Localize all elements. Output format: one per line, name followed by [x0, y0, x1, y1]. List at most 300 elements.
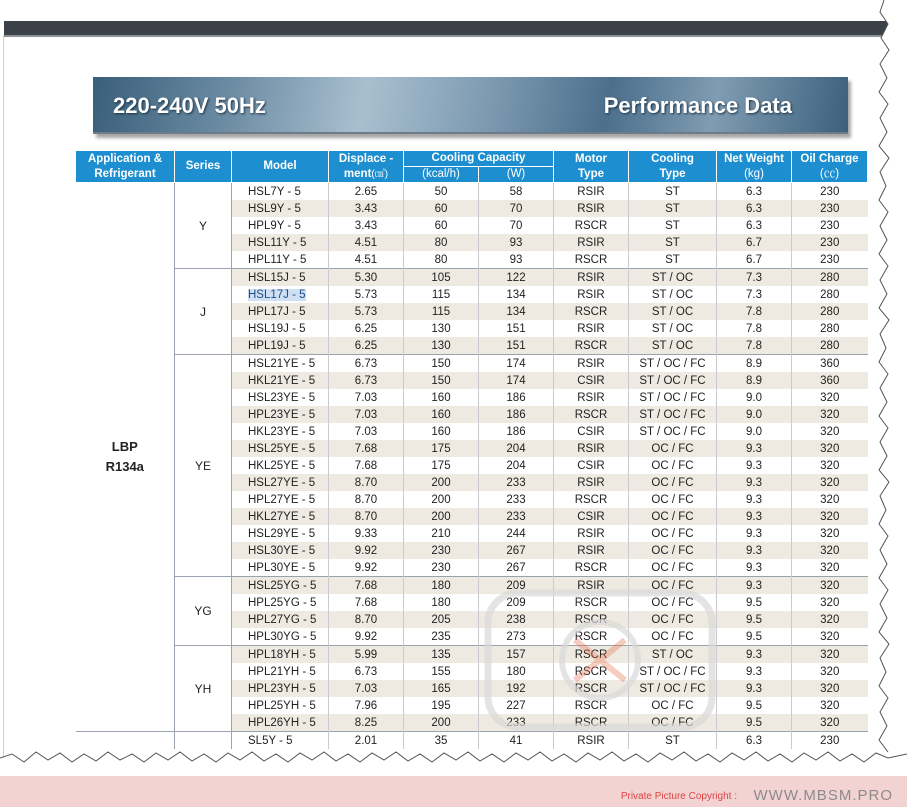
model-cell	[232, 680, 329, 697]
net-weight-cell: 7.8	[717, 337, 792, 355]
net-weight-cell: 7.8	[717, 320, 792, 337]
displacement-cell: 6.73	[329, 372, 404, 389]
net-weight-cell: 7.3	[717, 286, 792, 303]
oil-charge-cell: 320	[792, 577, 868, 595]
oil-charge-cell: 230	[792, 183, 868, 201]
oil-charge-cell: 320	[792, 525, 868, 542]
watt-cell: 204	[479, 440, 554, 457]
displacement-cell: 7.03	[329, 423, 404, 440]
model-cell	[232, 714, 329, 732]
oil-charge-cell: 230	[792, 200, 868, 217]
cooling-type-cell: ST	[629, 200, 717, 217]
kcal-cell: 195	[404, 697, 479, 714]
motor-type-cell: RSCR	[554, 491, 629, 508]
displacement-cell: 7.68	[329, 594, 404, 611]
oil-charge-cell: 320	[792, 663, 868, 680]
model-cell	[232, 474, 329, 491]
oil-charge-cell: 280	[792, 303, 868, 320]
header-watt: (W)	[479, 167, 554, 183]
model-cell	[232, 423, 329, 440]
displacement-cell: 7.03	[329, 680, 404, 697]
refrigerant-name: R134a	[105, 459, 144, 474]
kcal-cell: 60	[404, 217, 479, 234]
header-displacement-line2: ment	[343, 167, 372, 180]
model-name: HPL25YH - 5	[248, 699, 316, 712]
net-weight-cell: 9.3	[717, 680, 792, 697]
net-weight-cell: 9.5	[717, 714, 792, 732]
kcal-cell: 200	[404, 714, 479, 732]
displacement-cell: 9.92	[329, 542, 404, 559]
displacement-cell: 8.70	[329, 491, 404, 508]
motor-type-cell: RSCR	[554, 697, 629, 714]
model-name: HPL21YH - 5	[248, 665, 316, 678]
copyright-site: WWW.MBSM.PRO	[753, 787, 893, 804]
header-application-line2: Refrigerant	[94, 167, 156, 180]
oil-charge-cell: 230	[792, 234, 868, 251]
net-weight-cell: 9.0	[717, 406, 792, 423]
cooling-type-cell: OC / FC	[629, 440, 717, 457]
net-weight-cell: 9.5	[717, 697, 792, 714]
net-weight-cell: 9.3	[717, 525, 792, 542]
motor-type-cell: RSIR	[554, 542, 629, 559]
motor-type-cell: RSIR	[554, 474, 629, 491]
oil-charge-cell: 320	[792, 628, 868, 646]
cooling-type-cell: OC / FC	[629, 594, 717, 611]
motor-type-cell: RSCR	[554, 646, 629, 664]
model-cell	[232, 457, 329, 474]
cooling-type-cell: ST / OC	[629, 337, 717, 355]
watt-cell: 186	[479, 406, 554, 423]
displacement-cell: 5.73	[329, 303, 404, 320]
motor-type-cell: CSIR	[554, 457, 629, 474]
kcal-cell: 200	[404, 491, 479, 508]
displacement-cell: 6.73	[329, 355, 404, 373]
kcal-cell: 105	[404, 269, 479, 287]
displacement-cell: 3.43	[329, 200, 404, 217]
oil-charge-cell: 320	[792, 680, 868, 697]
model-cell	[232, 542, 329, 559]
model-cell	[232, 200, 329, 217]
watt-cell: 157	[479, 646, 554, 664]
cooling-type-cell: ST / OC	[629, 286, 717, 303]
net-weight-cell: 8.9	[717, 372, 792, 389]
cooling-type-cell: OC / FC	[629, 457, 717, 474]
oil-charge-cell: 360	[792, 355, 868, 373]
title-banner	[93, 77, 848, 134]
cooling-type-cell: ST	[629, 732, 717, 750]
motor-type-cell: RSIR	[554, 183, 629, 201]
kcal-cell: 35	[404, 732, 479, 750]
kcal-cell: 230	[404, 559, 479, 577]
displacement-cell: 6.25	[329, 320, 404, 337]
model-cell	[232, 491, 329, 508]
kcal-cell: 155	[404, 663, 479, 680]
oil-charge-cell: 230	[792, 217, 868, 234]
header-motor-line2: Type	[578, 167, 604, 180]
model-name: HSL30YE - 5	[248, 544, 316, 557]
net-weight-cell: 8.9	[717, 355, 792, 373]
application-name: LBP	[111, 439, 138, 454]
motor-type-cell: RSCR	[554, 714, 629, 732]
series-cell: J	[175, 269, 232, 355]
motor-type-cell: RSCR	[554, 559, 629, 577]
model-name: HPL11Y - 5	[248, 253, 307, 266]
oil-charge-cell: 320	[792, 542, 868, 559]
watt-cell: 180	[479, 663, 554, 680]
cooling-type-cell: OC / FC	[629, 697, 717, 714]
motor-type-cell: RSCR	[554, 611, 629, 628]
watt-cell: 209	[479, 577, 554, 595]
displacement-cell: 7.03	[329, 389, 404, 406]
model-name: HSL15J - 5	[248, 271, 306, 284]
header-model: Model	[232, 151, 329, 183]
model-cell	[232, 577, 329, 595]
header-cooling-capacity: Cooling Capacity	[404, 151, 554, 167]
cooling-type-cell: ST	[629, 234, 717, 251]
document-top-bar-edge	[4, 35, 892, 37]
net-weight-cell: 9.3	[717, 474, 792, 491]
net-weight-cell: 6.3	[717, 732, 792, 750]
motor-type-cell: RSIR	[554, 269, 629, 287]
header-oil-charge-unit: (㏄)	[819, 167, 840, 180]
watt-cell: 122	[479, 269, 554, 287]
series-cell: YG	[175, 577, 232, 646]
cooling-type-cell: ST / OC / FC	[629, 680, 717, 697]
cooling-type-cell: OC / FC	[629, 577, 717, 595]
kcal-cell: 130	[404, 337, 479, 355]
kcal-cell: 175	[404, 457, 479, 474]
model-name: HPL26YH - 5	[248, 716, 316, 729]
displacement-cell: 7.68	[329, 457, 404, 474]
cooling-type-cell: ST / OC	[629, 646, 717, 664]
net-weight-cell: 9.5	[717, 594, 792, 611]
oil-charge-cell: 320	[792, 611, 868, 628]
net-weight-cell: 9.0	[717, 389, 792, 406]
model-cell	[232, 508, 329, 525]
model-name: HSL29YE - 5	[248, 527, 316, 540]
model-cell	[232, 372, 329, 389]
watt-cell: 204	[479, 457, 554, 474]
oil-charge-cell: 230	[792, 732, 868, 750]
oil-charge-cell: 280	[792, 337, 868, 355]
cooling-type-cell: ST	[629, 217, 717, 234]
cooling-type-cell: ST	[629, 183, 717, 201]
watt-cell: 192	[479, 680, 554, 697]
table-header	[76, 151, 868, 183]
net-weight-cell: 9.3	[717, 559, 792, 577]
cooling-type-cell: ST / OC / FC	[629, 663, 717, 680]
kcal-cell: 180	[404, 577, 479, 595]
header-cooling-type-line2: Type	[659, 167, 686, 180]
oil-charge-cell: 320	[792, 474, 868, 491]
motor-type-cell: RSCR	[554, 406, 629, 423]
oil-charge-cell: 320	[792, 714, 868, 732]
kcal-cell: 200	[404, 508, 479, 525]
oil-charge-cell: 230	[792, 251, 868, 269]
model-name: HSL25YE - 5	[248, 442, 316, 455]
model-name: HPL30YE - 5	[248, 561, 316, 574]
cooling-type-cell: OC / FC	[629, 525, 717, 542]
watt-cell: 233	[479, 508, 554, 525]
displacement-cell: 4.51	[329, 251, 404, 269]
kcal-cell: 150	[404, 372, 479, 389]
oil-charge-cell: 320	[792, 697, 868, 714]
watt-cell: 93	[479, 234, 554, 251]
oil-charge-cell: 320	[792, 440, 868, 457]
model-name: HPL27YE - 5	[248, 493, 316, 506]
displacement-cell: 2.01	[329, 732, 404, 750]
copyright-footer	[0, 776, 907, 807]
watt-cell: 41	[479, 732, 554, 750]
displacement-cell: 5.30	[329, 269, 404, 287]
displacement-cell: 7.68	[329, 440, 404, 457]
model-cell	[232, 320, 329, 337]
header-kcal: (kcal/h)	[404, 167, 479, 183]
kcal-cell: 50	[404, 183, 479, 201]
oil-charge-cell: 320	[792, 508, 868, 525]
net-weight-cell: 9.3	[717, 663, 792, 680]
cooling-type-cell: ST / OC / FC	[629, 355, 717, 373]
watt-cell: 186	[479, 389, 554, 406]
net-weight-cell: 9.3	[717, 646, 792, 664]
oil-charge-cell: 360	[792, 372, 868, 389]
watt-cell: 233	[479, 474, 554, 491]
model-cell	[232, 611, 329, 628]
model-name: HSL7Y - 5	[248, 185, 301, 198]
net-weight-cell: 7.8	[717, 303, 792, 320]
motor-type-cell: RSCR	[554, 251, 629, 269]
cooling-type-cell: ST / OC / FC	[629, 389, 717, 406]
displacement-cell: 3.43	[329, 217, 404, 234]
cooling-type-cell: OC / FC	[629, 714, 717, 732]
displacement-cell: 7.03	[329, 406, 404, 423]
motor-type-cell: RSIR	[554, 320, 629, 337]
torn-bottom-edge	[0, 744, 907, 774]
watt-cell: 134	[479, 286, 554, 303]
cooling-type-cell: OC / FC	[629, 611, 717, 628]
header-oil-charge-line1: Oil Charge	[800, 152, 859, 165]
watt-cell: 58	[479, 183, 554, 201]
kcal-cell: 210	[404, 525, 479, 542]
model-cell	[232, 337, 329, 355]
kcal-cell: 205	[404, 611, 479, 628]
net-weight-cell: 9.0	[717, 423, 792, 440]
cooling-type-cell: OC / FC	[629, 628, 717, 646]
cooling-type-cell: ST / OC / FC	[629, 423, 717, 440]
oil-charge-cell: 280	[792, 320, 868, 337]
watt-cell: 174	[479, 355, 554, 373]
motor-type-cell: RSCR	[554, 680, 629, 697]
displacement-cell: 6.73	[329, 663, 404, 680]
header-application	[76, 151, 175, 183]
net-weight-cell: 9.3	[717, 491, 792, 508]
watt-cell: 238	[479, 611, 554, 628]
table-row	[76, 355, 868, 373]
model-name: HPL17J - 5	[248, 305, 306, 318]
header-displacement-line1: Displace -	[338, 152, 394, 165]
displacement-cell: 9.33	[329, 525, 404, 542]
motor-type-cell: RSIR	[554, 577, 629, 595]
cooling-type-cell: OC / FC	[629, 474, 717, 491]
model-cell	[232, 183, 329, 201]
watt-cell: 273	[479, 628, 554, 646]
model-cell	[232, 303, 329, 320]
kcal-cell: 235	[404, 628, 479, 646]
model-cell	[232, 406, 329, 423]
header-oil-charge	[792, 151, 868, 183]
model-cell	[232, 269, 329, 287]
header-motor-line1: Motor	[575, 152, 607, 165]
motor-type-cell: RSIR	[554, 389, 629, 406]
watt-cell: 186	[479, 423, 554, 440]
kcal-cell: 200	[404, 474, 479, 491]
header-cooling-type-line1: Cooling	[651, 152, 694, 165]
displacement-cell: 7.68	[329, 577, 404, 595]
model-cell	[232, 251, 329, 269]
displacement-cell: 5.73	[329, 286, 404, 303]
model-cell	[232, 697, 329, 714]
model-name: HPL18YH - 5	[248, 648, 316, 661]
model-name: HPL23YE - 5	[248, 408, 316, 421]
kcal-cell: 160	[404, 423, 479, 440]
motor-type-cell: RSCR	[554, 628, 629, 646]
model-cell	[232, 355, 329, 373]
model-name: SL5Y - 5	[248, 734, 293, 747]
table-row	[76, 183, 868, 201]
oil-charge-cell: 320	[792, 491, 868, 508]
model-name: HKL21YE - 5	[248, 374, 316, 387]
model-name: HPL27YG - 5	[248, 613, 317, 626]
kcal-cell: 135	[404, 646, 479, 664]
cooling-type-cell: OC / FC	[629, 491, 717, 508]
header-series: Series	[175, 151, 232, 183]
displacement-cell: 9.92	[329, 628, 404, 646]
motor-type-cell: RSCR	[554, 217, 629, 234]
model-cell	[232, 646, 329, 664]
performance-data-title: Performance Data	[603, 93, 792, 118]
net-weight-cell: 9.3	[717, 577, 792, 595]
model-name: HSL19J - 5	[248, 322, 306, 335]
displacement-cell: 9.92	[329, 559, 404, 577]
net-weight-cell: 6.3	[717, 200, 792, 217]
document-left-edge	[3, 35, 4, 760]
net-weight-cell: 9.3	[717, 508, 792, 525]
model-cell	[232, 389, 329, 406]
displacement-cell: 8.70	[329, 474, 404, 491]
motor-type-cell: RSIR	[554, 525, 629, 542]
model-name: HPL23YH - 5	[248, 682, 316, 695]
motor-type-cell: CSIR	[554, 372, 629, 389]
model-cell	[232, 559, 329, 577]
header-net-weight	[717, 151, 792, 183]
kcal-cell: 130	[404, 320, 479, 337]
model-name: HPL30YG - 5	[248, 630, 317, 643]
net-weight-cell: 9.3	[717, 457, 792, 474]
kcal-cell: 175	[404, 440, 479, 457]
displacement-cell: 8.25	[329, 714, 404, 732]
header-net-weight-line1: Net Weight	[724, 152, 784, 165]
cooling-type-cell: ST	[629, 251, 717, 269]
displacement-cell: 8.70	[329, 508, 404, 525]
cooling-type-cell: OC / FC	[629, 542, 717, 559]
motor-type-cell: RSCR	[554, 337, 629, 355]
model-name: HKL23YE - 5	[248, 425, 316, 438]
motor-type-cell: RSIR	[554, 234, 629, 251]
net-weight-cell: 6.3	[717, 183, 792, 201]
motor-type-cell: RSCR	[554, 663, 629, 680]
header-net-weight-unit: (kg)	[744, 167, 764, 180]
net-weight-cell: 7.3	[717, 269, 792, 287]
table-body	[76, 183, 868, 750]
displacement-cell: 4.51	[329, 234, 404, 251]
watt-cell: 134	[479, 303, 554, 320]
kcal-cell: 160	[404, 389, 479, 406]
watt-cell: 209	[479, 594, 554, 611]
cooling-type-cell: ST / OC	[629, 303, 717, 320]
motor-type-cell: CSIR	[554, 423, 629, 440]
header-motor-type	[554, 151, 629, 183]
net-weight-cell: 9.3	[717, 542, 792, 559]
watt-cell: 267	[479, 559, 554, 577]
displacement-cell: 5.99	[329, 646, 404, 664]
cooling-type-cell: OC / FC	[629, 508, 717, 525]
kcal-cell: 230	[404, 542, 479, 559]
oil-charge-cell: 320	[792, 457, 868, 474]
series-cell: YE	[175, 355, 232, 577]
kcal-cell: 80	[404, 234, 479, 251]
oil-charge-cell: 320	[792, 423, 868, 440]
model-cell	[232, 286, 329, 303]
cooling-type-cell: OC / FC	[629, 559, 717, 577]
model-name: HSL21YE - 5	[248, 357, 316, 370]
model-name: HSL9Y - 5	[248, 202, 301, 215]
watt-cell: 244	[479, 525, 554, 542]
document-top-bar	[4, 21, 892, 35]
displacement-cell: 7.96	[329, 697, 404, 714]
header-application-line1: Application &	[87, 152, 163, 165]
watt-cell: 233	[479, 491, 554, 508]
oil-charge-cell: 320	[792, 594, 868, 611]
kcal-cell: 165	[404, 680, 479, 697]
net-weight-cell: 9.5	[717, 628, 792, 646]
cooling-type-cell: ST / OC	[629, 269, 717, 287]
kcal-cell: 115	[404, 303, 479, 320]
table-row	[76, 646, 868, 664]
series-cell: YH	[175, 646, 232, 732]
header-cooling-type	[629, 151, 717, 183]
model-cell	[232, 663, 329, 680]
table-row	[76, 269, 868, 287]
header-displacement	[329, 151, 404, 183]
model-cell	[232, 594, 329, 611]
model-name: HPL25YG - 5	[248, 596, 317, 609]
watt-cell: 93	[479, 251, 554, 269]
net-weight-cell: 6.7	[717, 251, 792, 269]
net-weight-cell: 9.3	[717, 440, 792, 457]
model-cell	[232, 628, 329, 646]
motor-type-cell: RSIR	[554, 200, 629, 217]
motor-type-cell: RSIR	[554, 732, 629, 750]
kcal-cell: 80	[404, 251, 479, 269]
model-name: HSL23YE - 5	[248, 391, 316, 404]
model-name: HSL17J - 5	[248, 288, 306, 301]
net-weight-cell: 9.5	[717, 611, 792, 628]
kcal-cell: 160	[404, 406, 479, 423]
model-cell	[232, 440, 329, 457]
net-weight-cell: 6.3	[717, 217, 792, 234]
motor-type-cell: RSIR	[554, 355, 629, 373]
cooling-type-cell: ST / OC / FC	[629, 372, 717, 389]
